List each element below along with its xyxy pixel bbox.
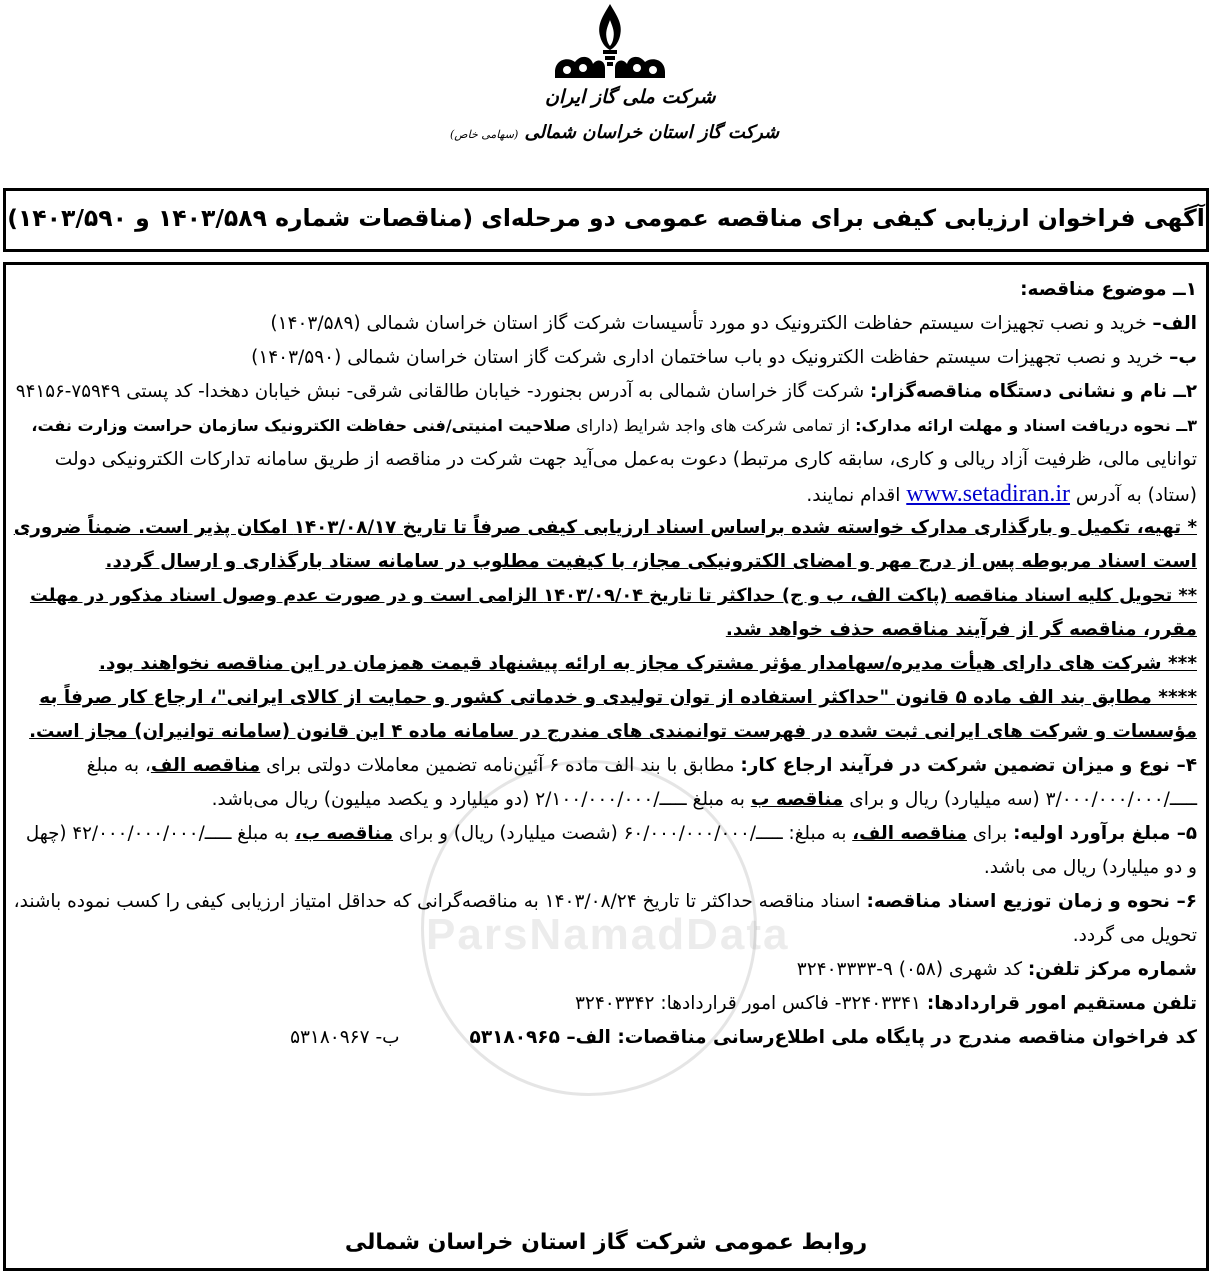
org-name: شرکت ملی گاز ایران [545, 86, 716, 108]
section-6-line-2: تحویل می گردد. [1072, 925, 1197, 946]
setadiran-link[interactable]: www.setadiran.ir [906, 481, 1070, 507]
section-2 [15, 375, 1197, 409]
section-5-amount-a: به مبلغ: ـــــ/۶۰/۰۰۰/۰۰۰/۰۰۰ (شصت میلیارد) ریال) و برای [393, 823, 853, 844]
note-1-line-2: است اسناد مربوطه پس از درج مهر و امضای الکترونیکی مجاز، با کیفیت مطلوب در سامانه ستاد بارگذاری و ارسال گردد. [105, 551, 1197, 572]
section-4-line-2 [15, 783, 1197, 817]
note-2-line-1: ** تحویل کلیه اسناد مناقصه (پاکت الف، ب و ج) حداکثر تا تاریخ ۱۴۰۳/۰۹/۰۴ الزامی است و در صورت عدم وصول اسناد مذکور در مهلت [29, 586, 1197, 606]
phone-value: کد شهری (۰۵۸) ۹-۳۲۴۰۳۳۳۳ [796, 959, 1028, 980]
section-5-line-2: و دو میلیارد) ریال می باشد. [983, 857, 1197, 878]
section-4-amount-a: ـــــ/۳/۰۰۰/۰۰۰/۰۰۰ (سه میلیارد) ریال و برای [843, 789, 1197, 810]
section-6-label: ۶– نحوه و زمان توزیع اسناد مناقصه: [866, 891, 1197, 912]
section-6-line-1 [15, 885, 1197, 919]
section-5-amount-b: به مبلغ ـــــ/۴۲/۰۰۰/۰۰۰/۰۰۰ (چهل [25, 823, 295, 844]
note-1-line-1: * تهیه، تکمیل و بارگذاری مدارک خواسته شده براساس اسناد ارزیابی کیفی صرفاً تا تاریخ ۱۴۰۳/۰۸/۱۷ امکان پذیر است. ضمناً ضروری [13, 517, 1197, 538]
announcement-body [3, 262, 1209, 1271]
section-3-line-3 [15, 477, 1197, 511]
section-1-item-b [15, 341, 1197, 375]
code-b: ب- ۵۳۱۸۰۹۶۷ [290, 1027, 400, 1048]
section-3-text: از تمامی شرکت های واجد شرایط (دارای [571, 416, 856, 435]
section-1-title: ۱ــ موضوع مناقصه: [1020, 279, 1197, 300]
footer-signature: روابط عمومی شرکت گاز استان خراسان شمالی [344, 1230, 868, 1255]
org-subsidiary [450, 122, 779, 143]
section-4-text-end: ، به مبلغ [86, 755, 151, 776]
page-title: آگهی فراخوان ارزیابی کیفی برای مناقصه عمومی دو مرحله‌ای (مناقصات شماره ۱۴۰۳/۵۸۹ و ۱۴۰۳/۵۹۰) [7, 204, 1205, 232]
tender-b-ref: مناقصه ب [750, 789, 844, 810]
code-a: الف– ۵۳۱۸۰۹۶۵ [469, 1027, 618, 1048]
org-sub-name: شرکت گاز استان خراسان شمالی [524, 122, 780, 143]
section-2-text: شرکت گاز خراسان شمالی به آدرس بجنورد- خیابان طالقانی شرقی- نبش خیابان دهخدا- کد پستی ۷۵۹۴۹-۹۴۱۵۶ [15, 381, 870, 402]
section-5-label: ۵– مبلغ برآورد اولیه: [1013, 823, 1197, 844]
section-2-label: ۲ــ نام و نشانی دستگاه مناقصه‌گزار: [869, 381, 1197, 402]
section-4-text: مطابق با بند الف ماده ۶ آئین‌نامه تضمین معاملات دولتی برای [260, 755, 741, 776]
tender-b-ref-2: مناقصه ب، [294, 823, 394, 844]
phone-label: شماره مرکز تلفن: [1027, 959, 1197, 980]
logo [450, 0, 780, 165]
section-6-text: اسناد مناقصه حداکثر تا تاریخ ۱۴۰۳/۰۸/۲۴ به مناقصه‌گرانی که حداقل امتیاز ارزیابی کیفی را کسب نموده باشند، [13, 891, 867, 912]
tender-a-ref: مناقصه الف [150, 755, 261, 776]
gas-flame-logo-icon [545, 2, 675, 86]
note-2-line-2: مقرر، مناقصه گر از فرآیند مناقصه حذف خواهد شد. [725, 619, 1197, 640]
phone-center [15, 953, 1197, 987]
section-5-line-1 [15, 817, 1197, 851]
section-4-line-1 [15, 749, 1197, 783]
note-4-line-2: مؤسسات و شرکت های ایرانی ثبت شده در فهرست توانمندی های مندرج در سامانه ماده ۴ این قانون (سامانه توانیران) مجاز است. [29, 721, 1197, 742]
section-1-heading [15, 273, 1197, 307]
note-3: *** شرکت های دارای هیأت مدیره/سهامدار مؤثر مشترک مجاز به ارائه پیشنهاد قیمت همزمان در این مناقصه نخواهند بود. [98, 653, 1197, 674]
section-3-line-2: توانایی مالی، ظرفیت آزاد ریالی و کاری، سابقه کاری مرتبط) دعوت به‌عمل می‌آید جهت شرکت در مناقصه از طریق سامانه تدارکات الکترونیکی دولت [54, 449, 1197, 470]
content [15, 273, 1197, 1055]
contracts-phone [15, 987, 1197, 1021]
item-a-text: خرید و نصب تجهیزات سیستم حفاظت الکترونیک دو مورد تأسیسات شرکت گاز استان خراسان شمالی (۱۴۰۳/۵۸۹) [270, 313, 1153, 334]
code-label: کد فراخوان مناقصه مندرج در پایگاه ملی اطلاع‌رسانی مناقصات: [617, 1027, 1197, 1048]
section-4-amount-b: به مبلغ ـــــ/۲/۱۰۰/۰۰۰/۰۰۰ (دو میلیارد و یکصد میلیون) ریال می‌باشد. [211, 789, 751, 810]
watermark-text: ParsNamadData [426, 910, 790, 959]
section-3-label: ۳ــ نحوه دریافت اسناد و مهلت ارائه مدارک: [855, 416, 1197, 435]
section-4-label: ۴– نوع و میزان تضمین شرکت در فرآیند ارجاع کار: [740, 755, 1197, 776]
section-3-qualification: صلاحیت امنیتی/فنی حفاظت الکترونیک سازمان حراست وزارت نفت، [31, 416, 572, 435]
title-box [3, 188, 1209, 252]
section-3-address-prefix: (ستاد) به آدرس [1070, 485, 1197, 506]
tender-codes [15, 1021, 1197, 1055]
item-b-label: ب– [1169, 347, 1197, 368]
item-b-text: خرید و نصب تجهیزات سیستم حفاظت الکترونیک دو باب ساختمان اداری شرکت گاز استان خراسان شمالی (۱۴۰۳/۵۹۰) [251, 347, 1170, 368]
section-5-text: برای [966, 823, 1014, 844]
tender-a-ref-2: مناقصه الف، [852, 823, 967, 844]
item-a-label: الف– [1152, 313, 1197, 334]
section-1-item-a [15, 307, 1197, 341]
note-4-line-1: **** مطابق بند الف ماده ۵ قانون "حداکثر استفاده از توان تولیدی و خدماتی کشور و حمایت از کالای ایرانی"، ارجاع کار صرفاً به [39, 687, 1197, 708]
section-3-address-suffix: اقدام نمایند. [806, 485, 907, 506]
section-3-line-1 [15, 409, 1197, 443]
contracts-label: تلفن مستقیم امور قراردادها: [926, 993, 1197, 1014]
contracts-value: ۳۲۴۰۳۳۴۱- فاکس امور قراردادها: ۳۲۴۰۳۳۴۲ [574, 993, 927, 1014]
org-sub-type: (سهامی خاص) [450, 128, 519, 141]
